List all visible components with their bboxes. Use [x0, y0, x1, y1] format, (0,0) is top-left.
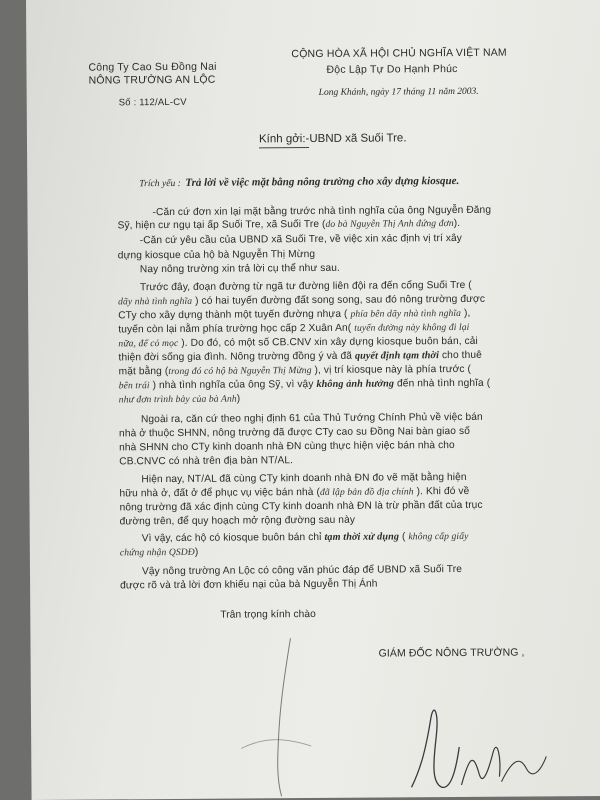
- body-line: được rõ và trả lời đơn khiếu nại của bà Nguyễn Thị Ánh: [120, 578, 378, 592]
- body-line: chứng nhận QSDĐ): [119, 546, 199, 559]
- body-line: nhà ở thuộc SHNN, nông trường đã được CTy cao su Đồng Nai bàn giao số: [118, 425, 470, 440]
- body-line: -Căn cứ yêu cầu của UBND xã Suối Tre, về việc xin xác định vị trí xây: [139, 232, 463, 247]
- body-line: Vì vậy, các hộ có kiosque buôn bán chỉ tạm thời xử dụng ( không cấp giấy: [141, 530, 469, 545]
- body-line: -Căn cứ đơn xin lại mặt bằng trước nhà tình nghĩa của ông Nguyễn Đăng: [152, 204, 492, 219]
- national-motto: Độc Lập Tự Do Hạnh Phúc: [326, 62, 458, 76]
- subject-line: [139, 171, 459, 191]
- body-line: CB.CNVC có nhà trên địa bàn NT/AL.: [119, 455, 294, 468]
- subject-label: Trích yếu :: [139, 177, 181, 190]
- body-line: bên trái ) nhà tình nghĩa của ông Sỹ, vì vậy không ảnh hưởng đến nhà tình nghĩa (: [118, 377, 491, 392]
- body-line: CTy cho xây dựng thành một tuyến đường nhựa ( phía bên dãy nhà tình nghĩa ),: [118, 307, 471, 322]
- reference-number: Số : 112/AL-CV: [118, 96, 187, 109]
- signature: [401, 656, 562, 797]
- body-line: Ngoài ra, căn cứ theo nghị định 61 của Thủ Tướng Chính Phủ về việc bán: [140, 411, 483, 426]
- body-line: Hiện nay, NT/AL đã cùng CTy kinh doanh nhà ĐN đo vẽ mặt bằng hiện: [141, 471, 467, 486]
- subject-text: Trả lời về việc mặt bằng nông trường cho xây dựng kiosque.: [185, 174, 460, 189]
- recipient-underline: [259, 147, 309, 148]
- body-line: Sỹ, hiện cư ngụ tại ấp Suối Tre, xã Suối Tre (do bà Nguyễn Thị Anh đứng đơn).: [117, 217, 461, 232]
- stamp-ink-marks: [220, 628, 341, 799]
- body-line: nông trường đã xác định cùng CTy kinh doanh nhà ĐN là trừ phần đất của trục: [119, 499, 483, 514]
- body-line: Vậy nông trường An Lộc có công văn phúc đáp để UBND xã Suối Tre: [141, 563, 462, 578]
- document-page: [26, 0, 600, 800]
- body-line: mặt bằng (trong đó có hộ bà Nguyễn Thị Mừng ), vị trí kiosque này là phía trước (: [118, 363, 472, 378]
- republic-title: CỘNG HÒA XÃ HỘI CHỦ NGHĨA VIỆT NAM: [291, 46, 507, 61]
- body-line: dựng kiosque của hộ bà Nguyễn Thị Mừng: [117, 248, 316, 262]
- place-date: Long Khánh, ngày 17 tháng 11 năm 2003.: [318, 86, 479, 98]
- body-line: Trước đây, đoạn đường từ ngã tư đường liên đội ra đến cổng Suối Tre (: [139, 279, 472, 294]
- recipient: Kính gởi:-UBND xã Suối Tre.: [258, 132, 407, 146]
- body-line: như đơn trình bày của bà Anh): [118, 393, 241, 406]
- closing: Trân trọng kính chào: [220, 608, 316, 621]
- company-parent: Công Ty Cao Su Đồng Nai: [88, 60, 217, 74]
- body-line: đường trên, để quy hoạch mở rộng đường sau này: [119, 514, 356, 528]
- body-line: Nay nông trường xin trả lời cụ thể như sau.: [139, 262, 340, 276]
- body-line: tuyến còn lại nằm phía trường học cấp 2 Xuân An( tuyến đường này không đi lại: [118, 321, 470, 336]
- body-line: hữu nhà ở, đất ở để phục vụ việc bán nhà (đã lập bản đồ địa chính ). Khi đó về: [119, 485, 470, 500]
- body-line: nhà SHNN cho CTy kinh doanh nhà ĐN cùng thực hiện việc bán nhà cho: [119, 440, 455, 454]
- body-line: dãy nhà tình nghĩa ) có hai tuyến đường đất song song, sau đó nông trường được: [118, 293, 486, 308]
- body-line: nữa, để cỏ mọc ). Do đó, có một số CB.CNV xin xây dựng kiosque buôn bán, cải: [118, 335, 478, 350]
- company-unit: NÔNG TRƯỜNG AN LỘC: [88, 73, 216, 87]
- signature-title: GIÁM ĐỐC NÔNG TRƯỜNG ,: [378, 646, 525, 660]
- body-line: thiện đời sống gia đình. Nông trường đồng ý và đã quyết định tạm thời cho thuê: [118, 349, 482, 364]
